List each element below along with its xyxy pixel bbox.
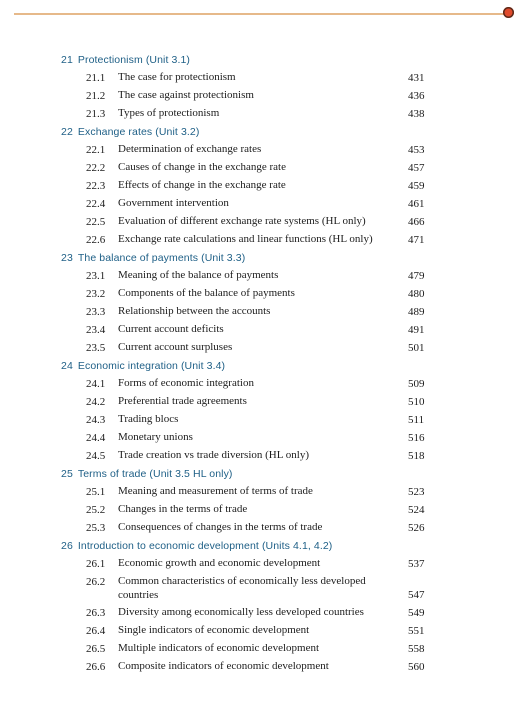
page-number: 431 xyxy=(408,72,425,84)
chapter-heading[interactable] xyxy=(0,123,518,141)
section-number: 24.3 xyxy=(86,414,106,426)
page-number: 549 xyxy=(408,607,425,619)
page-number: 471 xyxy=(408,234,425,246)
chapter-heading[interactable] xyxy=(0,537,518,555)
section-title: Trading blocs xyxy=(118,413,179,425)
section-title: Preferential trade agreements xyxy=(118,395,247,407)
section-number: 23.2 xyxy=(86,288,106,300)
section-title: Effects of change in the exchange rate xyxy=(118,179,286,191)
section-number: 26.2 xyxy=(86,576,106,588)
section-number: 26.6 xyxy=(86,661,106,673)
section-title: Evaluation of different exchange rate systems (HL only) xyxy=(118,215,366,227)
page-number: 523 xyxy=(408,486,425,498)
section-number: 21.1 xyxy=(86,72,106,84)
section-title: Consequences of changes in the terms of trade xyxy=(118,521,323,533)
page-number: 436 xyxy=(408,90,425,102)
section-title: Composite indicators of economic development xyxy=(118,660,329,672)
section-title: Meaning and measurement of terms of trade xyxy=(118,485,313,497)
chapter-number: 21 xyxy=(61,54,73,66)
page-number: 501 xyxy=(408,342,425,354)
section-number: 22.5 xyxy=(86,216,106,228)
section-number: 26.3 xyxy=(86,607,106,619)
chapter-title: Economic integration (Unit 3.4) xyxy=(77,360,226,372)
section-number: 22.2 xyxy=(86,162,106,174)
toc-entry[interactable] xyxy=(0,393,518,411)
page-number: 511 xyxy=(408,414,425,426)
section-title: Economic growth and economic development xyxy=(118,557,321,569)
toc-entry[interactable] xyxy=(0,321,518,339)
chapter-title: Terms of trade (Unit 3.5 HL only) xyxy=(77,468,233,480)
section-number: 26.1 xyxy=(86,558,106,570)
page-number: 479 xyxy=(408,270,425,282)
page-number: 524 xyxy=(408,504,425,516)
section-title: Components of the balance of payments xyxy=(118,287,295,299)
section-title: Forms of economic integration xyxy=(118,377,254,389)
toc-entry[interactable] xyxy=(0,658,518,676)
chapter-title: The balance of payments (Unit 3.3) xyxy=(77,252,246,264)
toc-entry[interactable] xyxy=(0,285,518,303)
section-title: Types of protectionism xyxy=(118,107,220,119)
toc-entry[interactable] xyxy=(0,195,518,213)
toc-entry[interactable] xyxy=(0,69,518,87)
toc-entry[interactable] xyxy=(0,519,518,537)
page-number: 547 xyxy=(408,589,425,601)
chapter-title: Introduction to economic development (Units 4.1, 4.2) xyxy=(77,540,333,552)
page-number: 461 xyxy=(408,198,425,210)
page-number: 560 xyxy=(408,661,425,673)
toc-entry[interactable] xyxy=(0,447,518,465)
toc-entry[interactable] xyxy=(0,573,518,604)
section-number: 26.5 xyxy=(86,643,106,655)
page-number: 526 xyxy=(408,522,425,534)
chapter-number: 25 xyxy=(61,468,73,480)
page-number: 466 xyxy=(408,216,425,228)
page-number: 516 xyxy=(408,432,425,444)
chapter-heading[interactable] xyxy=(0,465,518,483)
page-number: 489 xyxy=(408,306,425,318)
section-number: 22.4 xyxy=(86,198,106,210)
page-number: 480 xyxy=(408,288,425,300)
section-title: Relationship between the accounts xyxy=(118,305,271,317)
toc-entry[interactable] xyxy=(0,555,518,573)
page-number: 459 xyxy=(408,180,425,192)
toc-entry[interactable] xyxy=(0,303,518,321)
page-number: 518 xyxy=(408,450,425,462)
toc-entry[interactable] xyxy=(0,622,518,640)
toc-entry[interactable] xyxy=(0,604,518,622)
chapter-heading[interactable] xyxy=(0,51,518,69)
page-number: 510 xyxy=(408,396,425,408)
page-number: 558 xyxy=(408,643,425,655)
section-title: Monetary unions xyxy=(118,431,193,443)
section-title: The case for protectionism xyxy=(118,71,236,83)
corner-marker-icon xyxy=(503,7,514,18)
section-title: Common characteristics of economically less developed countries xyxy=(118,575,366,601)
chapter-title: Protectionism (Unit 3.1) xyxy=(77,54,190,66)
page-number: 438 xyxy=(408,108,425,120)
chapter-heading[interactable] xyxy=(0,249,518,267)
section-title: Multiple indicators of economic development xyxy=(118,642,320,654)
chapter-number: 24 xyxy=(61,360,73,372)
toc-entry[interactable] xyxy=(0,159,518,177)
toc-entry[interactable] xyxy=(0,375,518,393)
section-title: Current account deficits xyxy=(118,323,224,335)
section-number: 23.1 xyxy=(86,270,106,282)
section-title: Current account surpluses xyxy=(118,341,233,353)
table-of-contents xyxy=(0,51,518,676)
section-title: Determination of exchange rates xyxy=(118,143,262,155)
toc-entry[interactable] xyxy=(0,141,518,159)
chapter-number: 23 xyxy=(61,252,73,264)
chapter-heading[interactable] xyxy=(0,357,518,375)
toc-entry[interactable] xyxy=(0,501,518,519)
section-number: 21.2 xyxy=(86,90,106,102)
chapter-title: Exchange rates (Unit 3.2) xyxy=(77,126,200,138)
section-number: 23.4 xyxy=(86,324,106,336)
page-number: 453 xyxy=(408,144,425,156)
section-title: Diversity among economically less developed countries xyxy=(118,606,364,618)
page-number: 551 xyxy=(408,625,425,637)
section-title: The case against protectionism xyxy=(118,89,254,101)
toc-entry[interactable] xyxy=(0,640,518,658)
section-number: 24.1 xyxy=(86,378,106,390)
toc-entry[interactable] xyxy=(0,87,518,105)
section-number: 25.2 xyxy=(86,504,106,516)
toc-entry[interactable] xyxy=(0,339,518,357)
toc-entry[interactable] xyxy=(0,411,518,429)
section-number: 23.5 xyxy=(86,342,106,354)
page-number: 457 xyxy=(408,162,425,174)
section-number: 24.5 xyxy=(86,450,106,462)
section-number: 24.2 xyxy=(86,396,106,408)
page-number: 491 xyxy=(408,324,425,336)
section-number: 25.1 xyxy=(86,486,106,498)
chapter-number: 22 xyxy=(61,126,73,138)
section-number: 22.1 xyxy=(86,144,106,156)
section-number: 22.3 xyxy=(86,180,106,192)
section-number: 24.4 xyxy=(86,432,106,444)
chapter-number: 26 xyxy=(61,540,73,552)
section-number: 25.3 xyxy=(86,522,106,534)
toc-entry[interactable] xyxy=(0,213,518,231)
section-title: Meaning of the balance of payments xyxy=(118,269,279,281)
toc-entry[interactable] xyxy=(0,231,518,249)
section-title: Causes of change in the exchange rate xyxy=(118,161,286,173)
page-number: 537 xyxy=(408,558,425,570)
page-number: 509 xyxy=(408,378,425,390)
toc-entry[interactable] xyxy=(0,429,518,447)
toc-entry[interactable] xyxy=(0,177,518,195)
section-title: Government intervention xyxy=(118,197,229,209)
section-number: 23.3 xyxy=(86,306,106,318)
section-number: 26.4 xyxy=(86,625,106,637)
section-title: Trade creation vs trade diversion (HL only) xyxy=(118,449,310,461)
toc-entry[interactable] xyxy=(0,267,518,285)
toc-entry[interactable] xyxy=(0,483,518,501)
section-title: Exchange rate calculations and linear functions (HL only) xyxy=(118,233,373,245)
header-rule xyxy=(14,13,510,15)
toc-entry[interactable] xyxy=(0,105,518,123)
section-title: Single indicators of economic development xyxy=(118,624,310,636)
section-number: 21.3 xyxy=(86,108,106,120)
section-number: 22.6 xyxy=(86,234,106,246)
section-title: Changes in the terms of trade xyxy=(118,503,248,515)
